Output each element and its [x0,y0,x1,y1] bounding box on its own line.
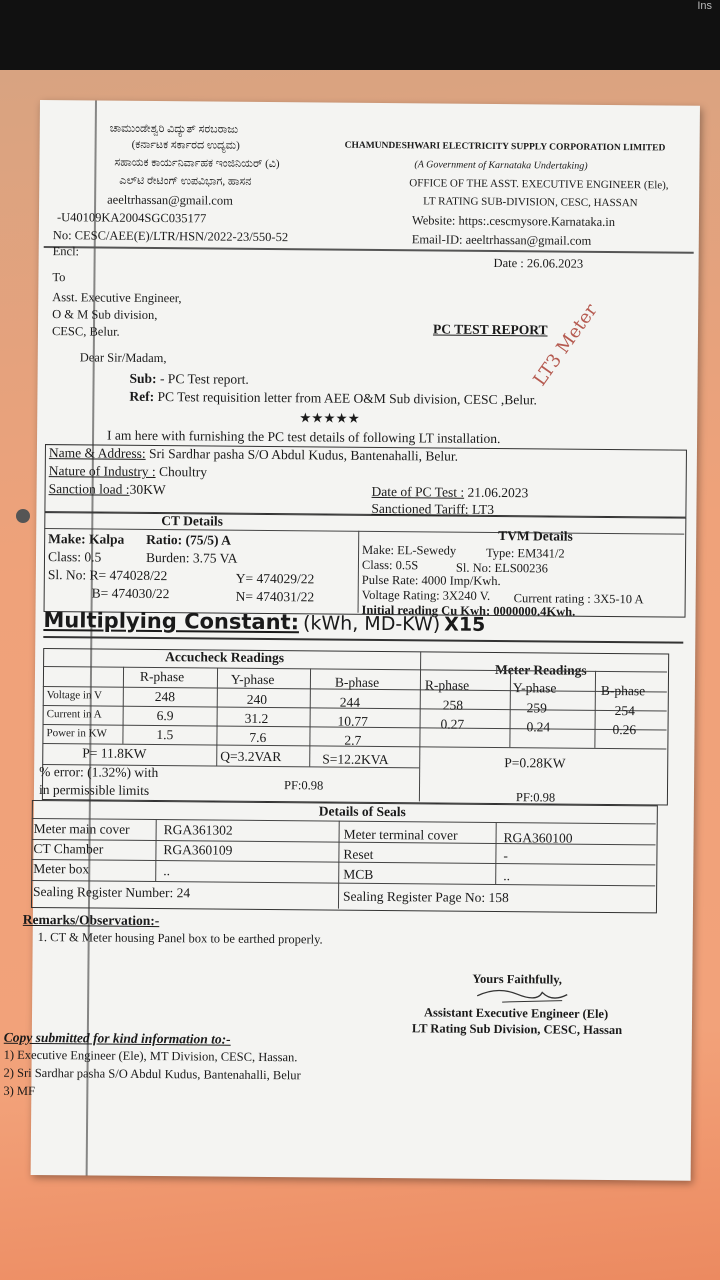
ct-slno-r: Sl. No: R= 474028/22 [47,567,168,584]
remarks-title: Remarks/Observation:- [22,911,160,929]
sub-label: Sub: [129,370,157,387]
accu-phase-y: Y-phase [230,671,275,688]
meter-voltage-r: 258 [442,697,464,713]
meter-current-r: 0.27 [440,716,465,732]
seal-label-3: CT Chamber [33,840,104,857]
to-line-3: CESC, Belur. [51,324,120,339]
accucheck-title: Accucheck Readings [165,649,285,666]
intro-sentence: I am here with furnishing the PC test details of following LT installation. [107,427,501,447]
remarks-item-1: 1. CT & Meter housing Panel box to be earthed properly. [37,930,323,947]
kn-line-2: (ಕರ್ನಾಟಕ ಸರ್ಕಾರದ ಉದ್ಯಮ) [131,138,240,152]
mc-value: X15 [444,613,486,636]
enclosure-label: Encl: [52,244,80,259]
meter-p-total: P=0.28KW [504,755,566,771]
tvm-make: Make: EL-Sewedy [362,542,457,558]
pf-meter: PF:0.98 [515,790,556,805]
ref-text: PC Test requisition letter from AEE O&M Sub division, CESC ,Belur. [157,389,538,408]
accu-current-r: 6.9 [156,708,174,724]
to-line-2: O & M Sub division, [52,307,158,323]
accu-power-b: 2.7 [344,732,362,748]
load-label: Sanction load : [48,481,130,497]
office-line: OFFICE OF THE ASST. EXECUTIVE ENGINEER (Ele), [409,177,669,192]
reference-number: No: CESC/AEE(E)/LTR/HSN/2022-23/550-52 [52,228,289,245]
ct-slno-y: Y= 474029/22 [235,570,315,587]
signoff-designation: Assistant Executive Engineer (Ele) [423,1005,609,1021]
accu-power-y: 7.6 [249,729,267,745]
accu-current-b: 10.77 [337,713,369,729]
seal-value-3: RGA360109 [163,842,233,858]
letterhead-cin: -U40109KA2004SGC035177 [56,210,207,226]
name-label: Name & Address: [48,445,146,461]
tvm-current: Current rating : 3X5-10 A [513,591,644,607]
q-total: Q=3.2VAR [220,748,282,765]
report-title: PC TEST REPORT [432,321,548,338]
stars-separator: ★★★★★ [299,410,360,426]
subdivision-line: LT RATING SUB-DIVISION, CESC, HASSAN [423,195,638,210]
mc-rule [43,636,683,644]
signature [472,982,572,1009]
seal-label-5: Meter box [33,860,90,877]
tvm-type: Type: EM341/2 [486,545,565,561]
binder-hole [16,509,30,523]
copy-item-3: 3) MF [3,1083,36,1098]
tvm-pulse: Pulse Rate: 4000 Imp/Kwh. [361,572,501,589]
document-sheet [3,100,700,1181]
pc-date-value: 21.06.2023 [467,484,529,501]
seal-value-1: RGA361302 [163,822,233,838]
tariff-label: Sanctioned Tariff: [371,500,469,517]
copy-item-2: 2) Sri Sardhar pasha S/O Abdul Kudus, Bantenahalli, Belur [3,1065,301,1083]
letter-date: Date : 26.06.2023 [493,255,584,271]
tvm-class: Class: 0.5S [361,557,419,573]
mc-label: Multiplying Constant: [43,608,300,635]
seal-label-6: MCB [343,866,374,882]
handwritten-note: LT3 Meter [529,300,602,390]
mc-unit: (kWh, MD-KW) [302,612,441,636]
accu-phase-r: R-phase [139,668,185,685]
copy-item-1: 1) Executive Engineer (Ele), MT Division, CESC, Hassan. [3,1047,298,1065]
letterhead-email: aeeltrhassan@gmail.com [107,192,233,208]
accu-voltage-r: 248 [154,689,176,705]
to-line-1: Asst. Executive Engineer, [52,290,182,306]
sub-text: - PC Test report. [159,371,249,387]
ref-label: Ref: [129,388,155,405]
tvm-slno: Sl. No: ELS00236 [455,560,549,576]
ct-burden: Burden: 3.75 VA [145,549,238,566]
seal-label-2: Meter terminal cover [343,826,458,843]
signoff-office: LT Rating Sub Division, CESC, Hassan [411,1021,623,1038]
seal-value-4: - [503,848,508,864]
kn-line-4: ಎಲ್‌ಟಿ ರೇಟಿಂಗ್ ಉಪವಿಭಾಗ, ಹಾಸನ [119,174,252,188]
meter-current-b: 0.26 [612,722,637,738]
pf-accu: PF:0.98 [283,778,324,793]
top-dark-background [0,0,720,70]
ct-slno-n: N= 474031/22 [235,588,315,605]
to-label: To [52,270,66,285]
row-power-label: Power in KW [46,727,108,740]
p-total: P= 11.8KW [82,745,147,761]
ct-title: CT Details [161,513,224,529]
error-line-2: in permissible limits [38,782,150,798]
load-value: 30KW [129,481,166,498]
meter-current-y: 0.24 [526,719,551,735]
seal-value-2: RGA360100 [503,830,573,846]
sealing-register-number: Sealing Register Number: 24 [33,883,191,901]
kn-line-3: ಸಹಾಯಕ ಕಾರ್ಯನಿರ್ವಾಹಕ ಇಂಜಿನಿಯರ್ (ವಿ) [114,156,280,171]
row-voltage-label: Voltage in V [46,689,103,702]
letterhead-rule [44,246,694,254]
meter-readings-title: Meter Readings [494,661,587,678]
website-line: Website: https:.cescmysore.Karnataka.in [411,213,616,230]
seals-title: Details of Seals [318,803,406,820]
ct-class: Class: 0.5 [47,549,102,565]
ct-make: Make: Kalpa [48,531,125,547]
seal-label-1: Meter main cover [33,820,130,837]
tvm-title: TVM Details [498,528,573,544]
seal-value-5: .. [163,863,171,879]
meter-phase-b: B-phase [600,682,646,699]
accu-current-y: 31.2 [244,710,269,727]
accu-voltage-y: 240 [246,691,268,708]
accu-phase-b: B-phase [334,674,380,690]
tariff-value: LT3 [471,501,495,517]
ct-slno-b: B= 474030/22 [91,585,170,602]
seal-value-6: .. [503,868,511,884]
accu-voltage-b: 244 [339,694,361,710]
copy-title: Copy submitted for kind information to:- [3,1029,231,1047]
s-total: S=12.2KVA [322,751,389,768]
seal-label-4: Reset [343,846,374,862]
error-line-1: % error: (1.32%) with [39,764,159,781]
company-name: CHAMUNDESHWARI ELECTRICITY SUPPLY CORPORATION LIMITED [344,140,666,154]
tvm-voltage: Voltage Rating: 3X240 V. [361,587,491,603]
govt-undertaking: (A Government of Karnataka Undertaking) [414,159,588,172]
meter-phase-y: Y-phase [512,680,557,696]
meter-voltage-y: 259 [526,700,548,716]
name-value: Sri Sardhar pasha S/O Abdul Kudus, Bantenahalli, Belur. [148,445,459,464]
yours-faithfully: Yours Faithfully, [472,971,563,987]
email-id-line: Email-ID: aeeltrhassan@gmail.com [411,232,592,248]
meter-phase-r: R-phase [424,677,470,693]
row-current-label: Current in A [46,708,102,721]
pc-date-label: Date of PC Test : [371,483,465,500]
salutation: Dear Sir/Madam, [79,350,167,366]
accu-power-r: 1.5 [156,727,174,743]
sealing-register-page: Sealing Register Page No: 158 [342,888,509,906]
ct-ratio: Ratio: (75/5) A [146,531,231,548]
kn-line-1: ಚಾಮುಂಡೇಶ್ವರಿ ವಿದ್ಯುತ್ ಸರಬರಾಜು [109,122,239,136]
industry-label: Nature of Industry : [48,463,156,480]
corner-label: Ins [697,0,712,12]
tvm-initial-reading: Initial reading Cu Kwh: 0000000.4Kwh. [361,602,576,619]
meter-voltage-b: 254 [614,703,636,719]
industry-value: Choultry [158,464,208,480]
